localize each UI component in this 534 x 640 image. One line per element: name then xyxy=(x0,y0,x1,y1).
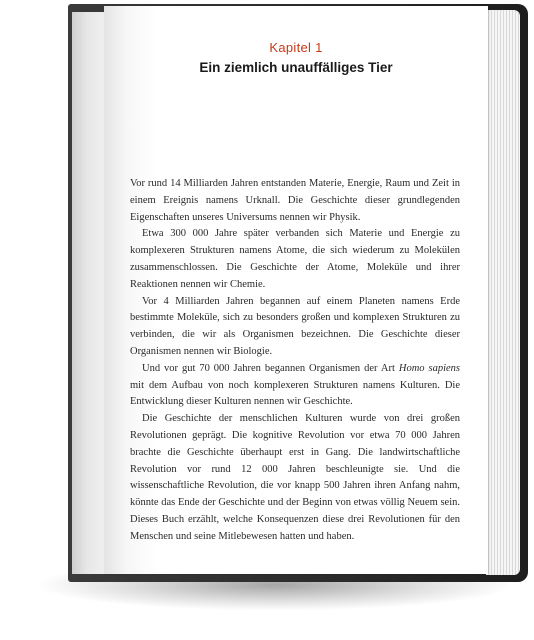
chapter-label: Kapitel 1 xyxy=(269,40,323,55)
paragraph: Vor rund 14 Milliarden Jahren entstanden Materie, Energie, Raum und Zeit in einem Ereignis namens Urknall. Die Geschichte dieser grundlegenden Eigenschaften unseres Universums nennen wir Physik. xyxy=(130,178,460,223)
paragraph: Etwa 300 000 Jahre später verbanden sich Materie und Energie zu komplexeren Strukturen namens Atome, die sich wiederum zu Molekülen zusammenschlossen. Die Geschichte der Atome, Moleküle und ihrer Reaktionen nennen wir Chemie. xyxy=(130,228,460,290)
paragraph: Und vor gut 70 000 Jahren begannen Organismen der Art Homo sapiens mit dem Aufbau von noch komplexeren Strukturen namens Kulturen. Die Entwicklung dieser Kulturen nennen wir Geschichte. xyxy=(130,362,460,408)
paragraph: Die Geschichte der menschlichen Kulturen wurde von drei großen Revolutionen geprägt. Die kognitive Revolution vor etwa 70 000 Jahren brachte die Geschichte überhaupt erst in Gang. Die landwirtschaftliche Revolution vor rund 12 000 Jahren beschleunigte sie. Und die wissenschaftliche Revolution, die vor knapp 500 Jahren ihren Anfang nahm, könnte das Ende der Geschichte und der Beginn von etwas völlig Neuem sein. Dieses Buch erzählt, welche Konsequenzen diese drei Revolutionen für den Menschen und seine Mitlebewesen hatten und haben. xyxy=(130,413,460,542)
book-page xyxy=(104,6,488,574)
italic-term: Homo sapiens xyxy=(398,362,460,374)
paragraph: Vor 4 Milliarden Jahren begannen auf einem Planeten namens Erde bestimmte Moleküle, sich zu besonders großen und komplexen Strukturen zu verbinden, die wir als Organismen bezeichnen. Die Geschichte dieser Organismen nennen wir Biologie. xyxy=(130,295,460,357)
body-text xyxy=(130,176,460,546)
page-edges xyxy=(486,10,520,575)
chapter-title: Ein ziemlich unauffälliges Tier xyxy=(199,60,393,75)
left-page-curl xyxy=(72,12,108,574)
